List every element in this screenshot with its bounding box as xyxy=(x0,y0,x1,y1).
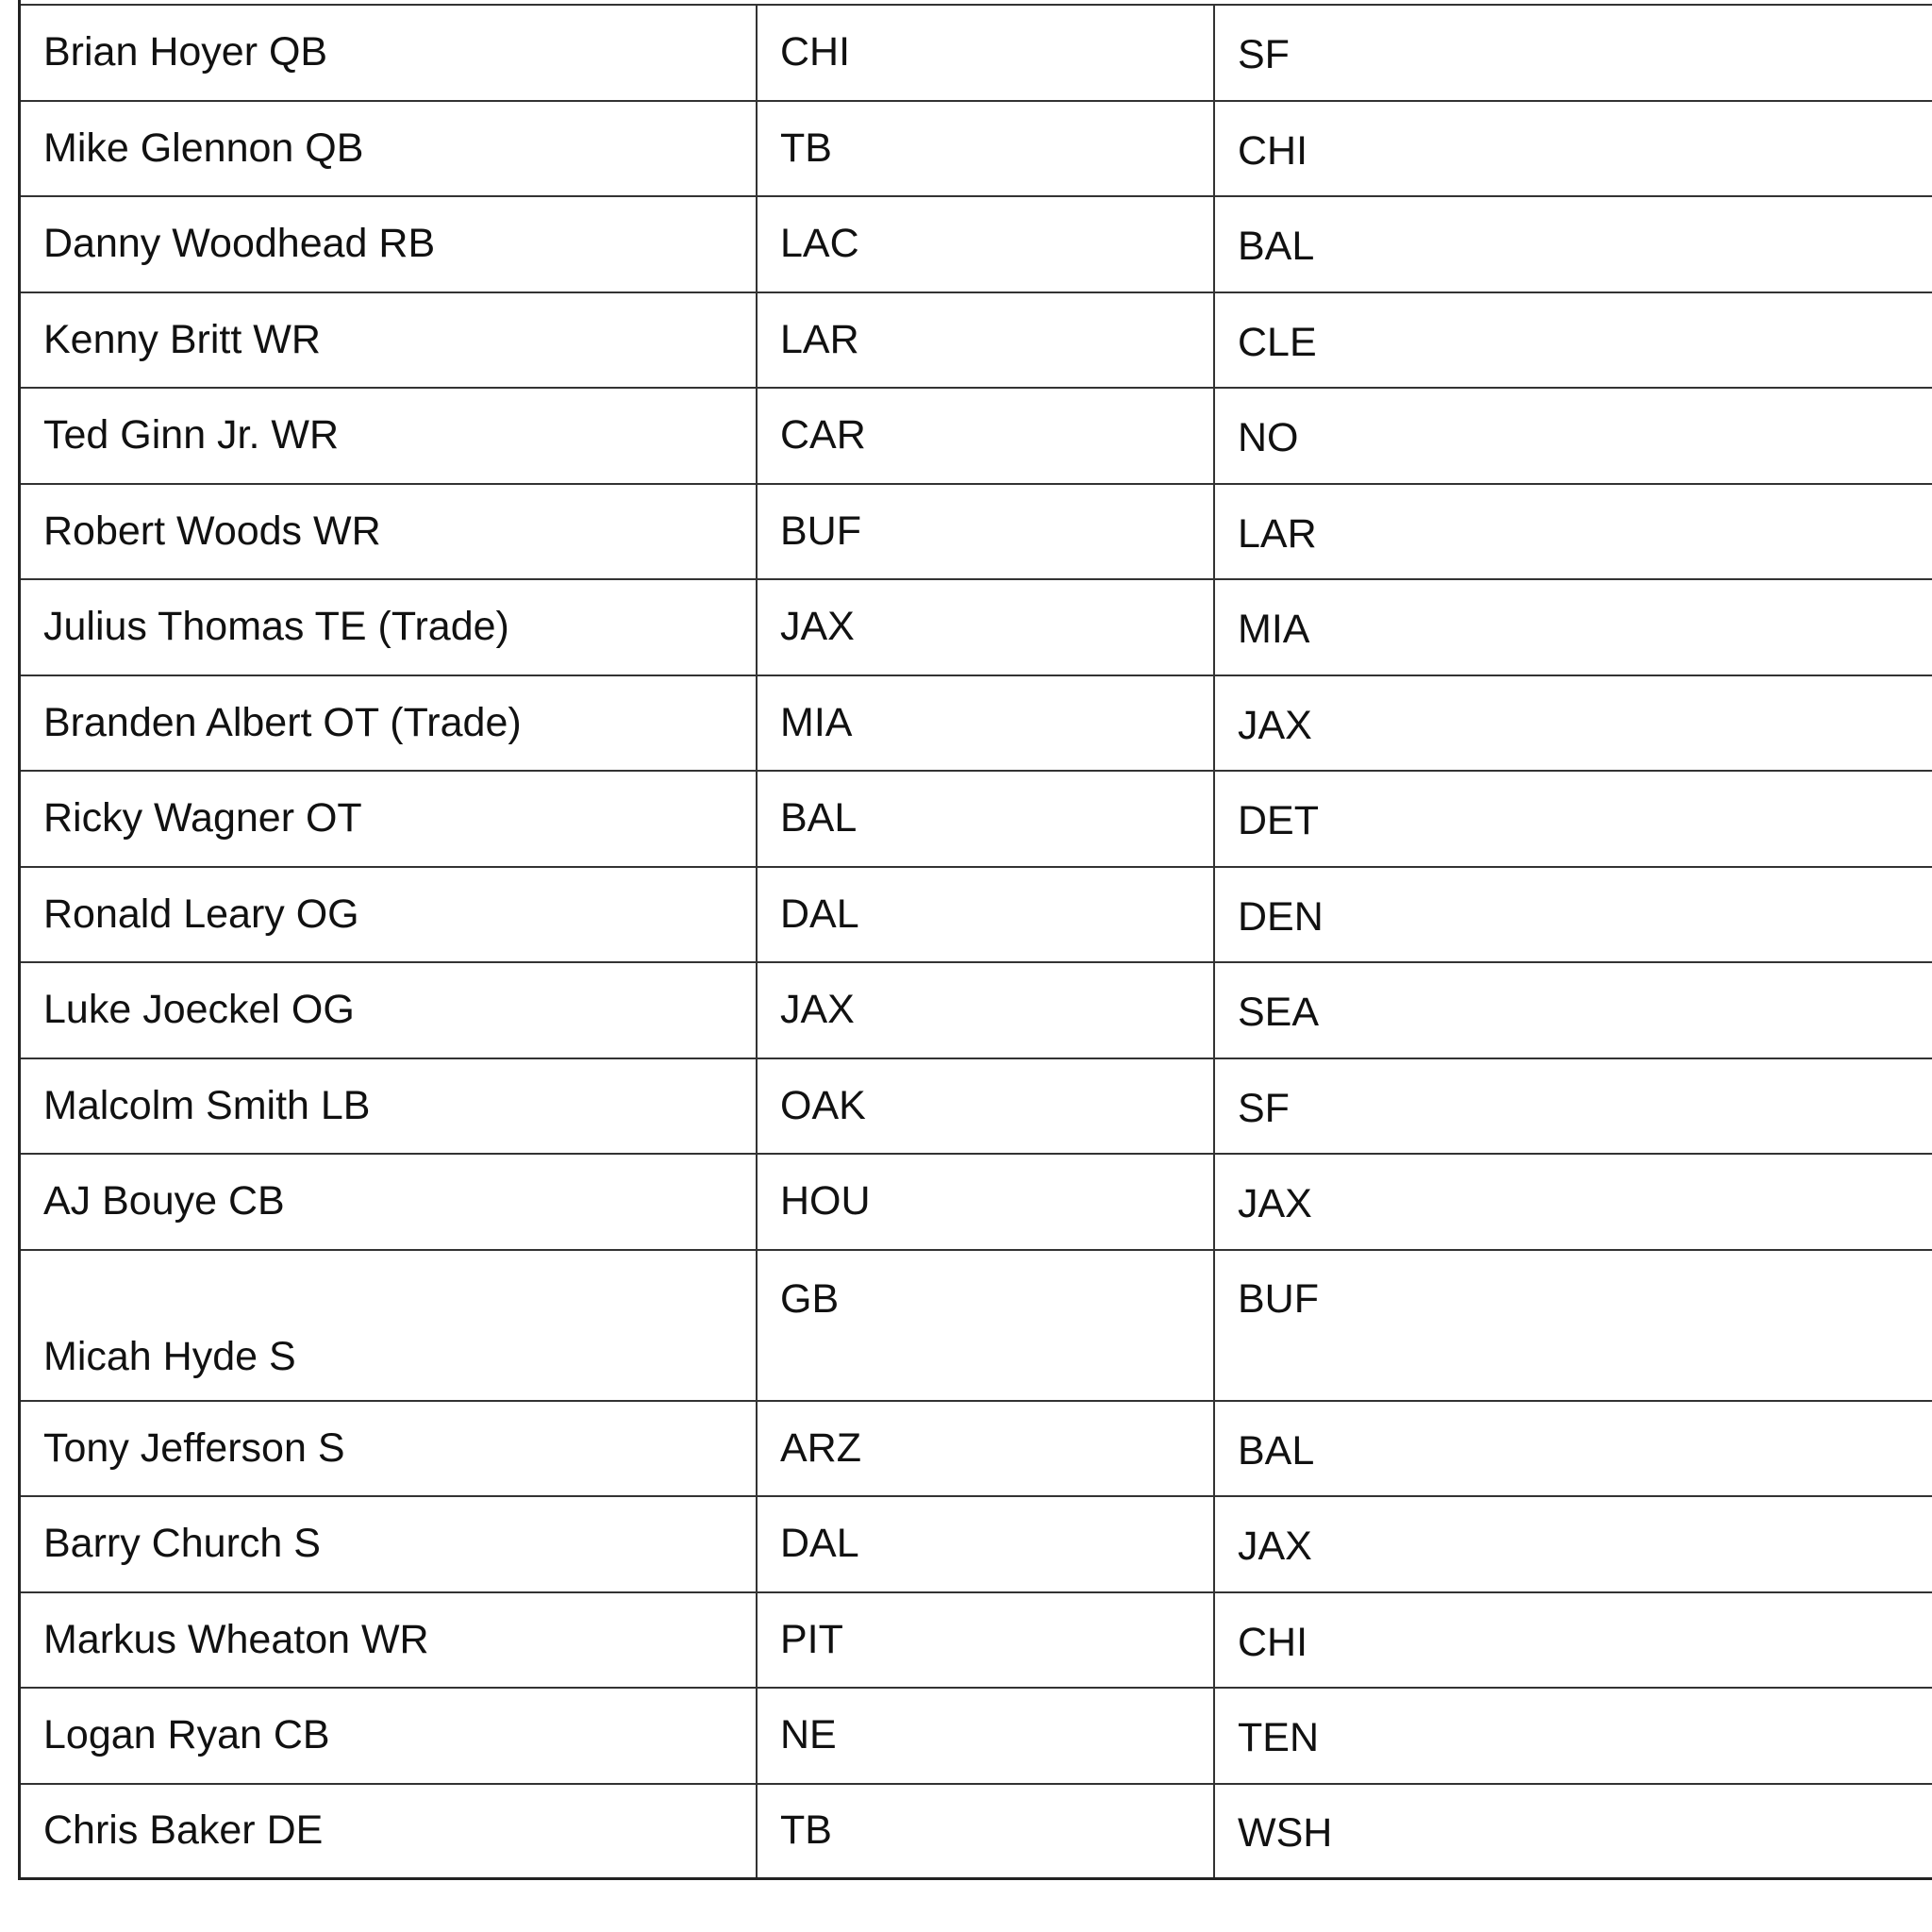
table-row xyxy=(21,868,1932,964)
player-cell: Danny Woodhead RB xyxy=(21,197,758,291)
to-team-cell: JAX xyxy=(1238,1181,1312,1227)
player-cell: Ronald Leary OG xyxy=(21,868,758,962)
from-team-cell: ARZ xyxy=(758,1402,1215,1496)
from-team-cell: DAL xyxy=(758,1497,1215,1591)
from-team-cell: LAR xyxy=(758,293,1215,388)
player-cell: Tony Jefferson S xyxy=(21,1402,758,1496)
to-team-cell: SEA xyxy=(1238,990,1320,1036)
player-cell: Ricky Wagner OT xyxy=(21,772,758,866)
table-row xyxy=(21,6,1932,102)
from-team-cell: GB xyxy=(758,1251,1215,1400)
from-team-cell: CHI xyxy=(758,6,1215,100)
to-team-cell: CHI xyxy=(1238,127,1308,174)
table-row xyxy=(21,485,1932,581)
to-team-cell: BAL xyxy=(1238,224,1315,270)
from-team-cell: JAX xyxy=(758,580,1215,675)
to-team-cell: CHI xyxy=(1238,1619,1308,1665)
from-team-cell: NE xyxy=(758,1689,1215,1783)
from-team-cell: TB xyxy=(758,1785,1215,1878)
table-row xyxy=(21,1689,1932,1785)
table-row xyxy=(21,389,1932,485)
player-cell: Brian Hoyer QB xyxy=(21,6,758,100)
player-cell: Ted Ginn Jr. WR xyxy=(21,389,758,483)
player-cell: Chris Baker DE xyxy=(21,1785,758,1878)
player-cell: Mike Glennon QB xyxy=(21,102,758,196)
to-team-cell: TEN xyxy=(1238,1715,1319,1761)
player-cell: Branden Albert OT (Trade) xyxy=(21,676,758,771)
to-team-cell: SF xyxy=(1238,32,1290,78)
player-cell: AJ Bouye CB xyxy=(21,1155,758,1249)
table-row xyxy=(21,1251,1932,1402)
from-team-cell: HOU xyxy=(758,1155,1215,1249)
from-team-cell: MIA xyxy=(758,676,1215,771)
to-team-cell: DEN xyxy=(1238,893,1324,940)
to-team-cell: BAL xyxy=(1238,1427,1315,1474)
from-team-cell: BAL xyxy=(758,772,1215,866)
table-row xyxy=(21,580,1932,676)
table-row xyxy=(21,1785,1932,1881)
player-cell: Julius Thomas TE (Trade) xyxy=(21,580,758,675)
from-team-cell: CAR xyxy=(758,389,1215,483)
from-team-cell: BUF xyxy=(758,485,1215,579)
to-team-cell: NO xyxy=(1238,415,1299,461)
from-team-cell: PIT xyxy=(758,1593,1215,1688)
player-cell: Markus Wheaton WR xyxy=(21,1593,758,1688)
table-row xyxy=(21,293,1932,390)
table-row xyxy=(21,772,1932,868)
player-cell: Malcolm Smith LB xyxy=(21,1059,758,1154)
table-row xyxy=(21,963,1932,1059)
player-cell: Logan Ryan CB xyxy=(21,1689,758,1783)
to-team-cell: MIA xyxy=(1238,607,1310,653)
to-team-cell: JAX xyxy=(1238,1524,1312,1570)
to-team-cell: DET xyxy=(1238,798,1319,844)
from-team-cell: OAK xyxy=(758,1059,1215,1154)
to-team-cell: CLE xyxy=(1238,319,1317,365)
player-cell: Luke Joeckel OG xyxy=(21,963,758,1058)
player-cell: Barry Church S xyxy=(21,1497,758,1591)
table-row xyxy=(21,1059,1932,1156)
to-team-cell: BUF xyxy=(1238,1275,1319,1322)
transactions-table xyxy=(18,0,1932,1880)
player-cell: Robert Woods WR xyxy=(21,485,758,579)
to-team-cell: LAR xyxy=(1238,510,1317,557)
from-team-cell: DAL xyxy=(758,868,1215,962)
table-row xyxy=(21,1402,1932,1498)
to-team-cell: JAX xyxy=(1238,702,1312,748)
from-team-cell: JAX xyxy=(758,963,1215,1058)
table-row xyxy=(21,1593,1932,1690)
table-row xyxy=(21,197,1932,293)
table-row xyxy=(21,1497,1932,1593)
to-team-cell: WSH xyxy=(1238,1810,1333,1857)
table-row xyxy=(21,676,1932,773)
to-team-cell: SF xyxy=(1238,1085,1290,1131)
player-cell: Micah Hyde S xyxy=(21,1251,758,1400)
player-cell: Kenny Britt WR xyxy=(21,293,758,388)
table-row xyxy=(21,1155,1932,1251)
from-team-cell: LAC xyxy=(758,197,1215,291)
from-team-cell: TB xyxy=(758,102,1215,196)
table-row xyxy=(21,102,1932,198)
